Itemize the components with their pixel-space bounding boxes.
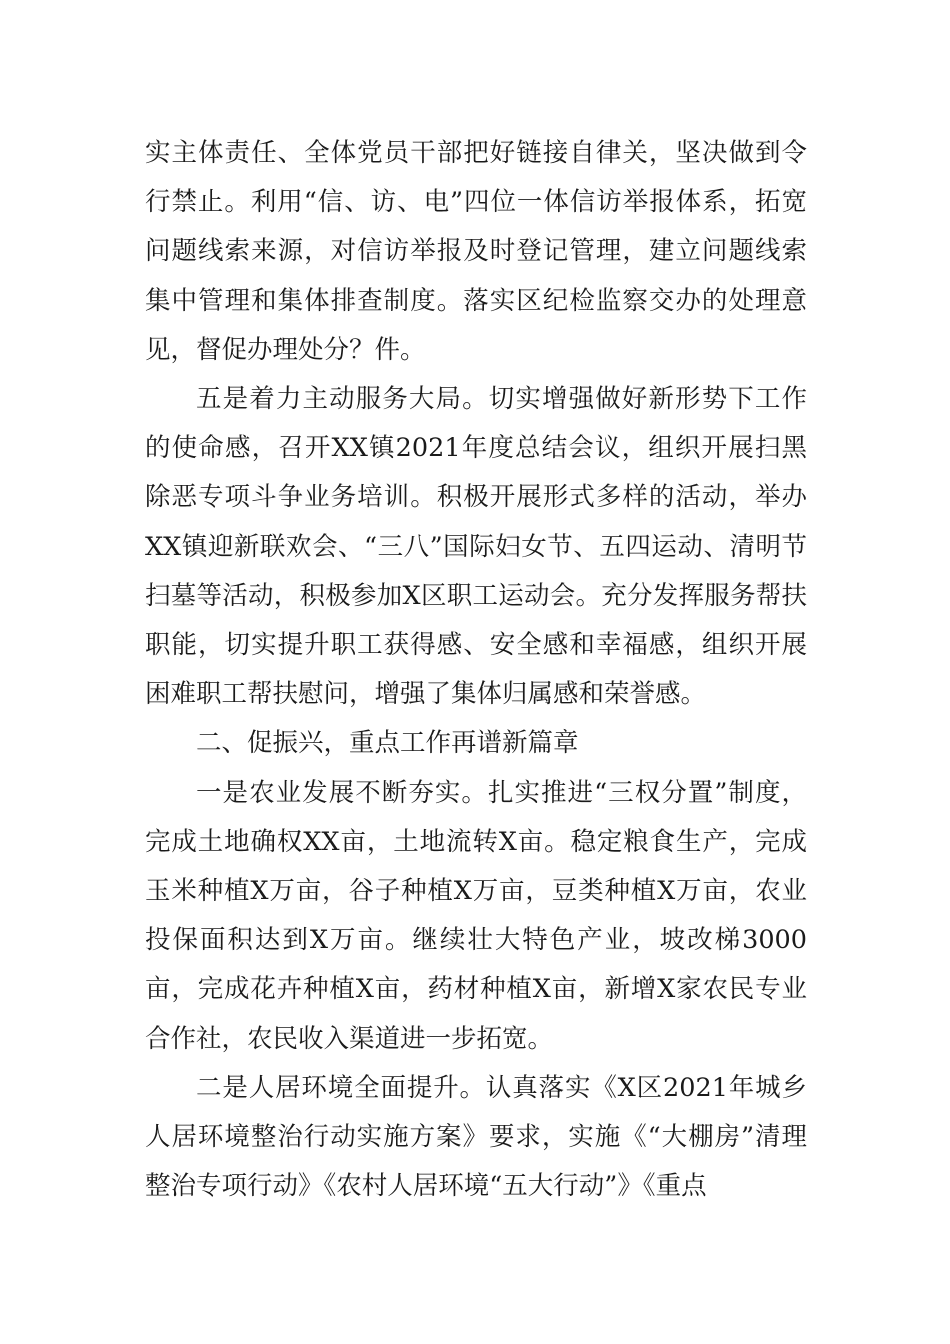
paragraph-serve-overall: 五是着力主动服务大局。切实增强做好新形势下工作的使命感，召开XX镇2021年度总结会议，组织开展扫黑除恶专项斗争业务培训。积极开展形式多样的活动，举办XX镇迎新联欢会、“三八”国际妇女节、五四运动、清明节扫墓等活动，积极参加X区职工运动会。充分发挥服务帮扶职能，切实提升职工获得感、安全感和幸福感，组织开展困难职工帮扶慰问，增强了集体归属感和荣誉感。 [145,384,807,710]
document-body [145,129,807,1211]
section-heading-revitalization: 二、促振兴，重点工作再谱新篇章 [196,728,579,759]
paragraph-agriculture: 一是农业发展不断夯实。扎实推进“三权分置”制度，完成土地确权XX亩，土地流转X亩。稳定粮食生产，完成玉米种植X万亩，谷子种植X万亩，豆类种植X万亩，农业投保面积达到X万亩。继续壮大特色产业，坡改梯3000亩，完成花卉种植X亩，药材种植X亩，新增X家农民专业合作社，农民收入渠道进一步拓宽。 [145,777,807,1054]
paragraph-discipline: 实主体责任、全体党员干部把好链接自律关，坚决做到令行禁止。利用“信、访、电”四位一体信访举报体系，拓宽问题线索来源，对信访举报及时登记管理，建立问题线索集中管理和集体排查制度。落实区纪检监察交办的处理意见，督促办理处分？件。 [145,138,807,365]
paragraph-living-environment: 二是人居环境全面提升。认真落实《X区2021年城乡人居环境整治行动实施方案》要求，实施《“大棚房”清理整治专项行动》《农村人居环境“五大行动”》《重点 [145,1072,807,1202]
